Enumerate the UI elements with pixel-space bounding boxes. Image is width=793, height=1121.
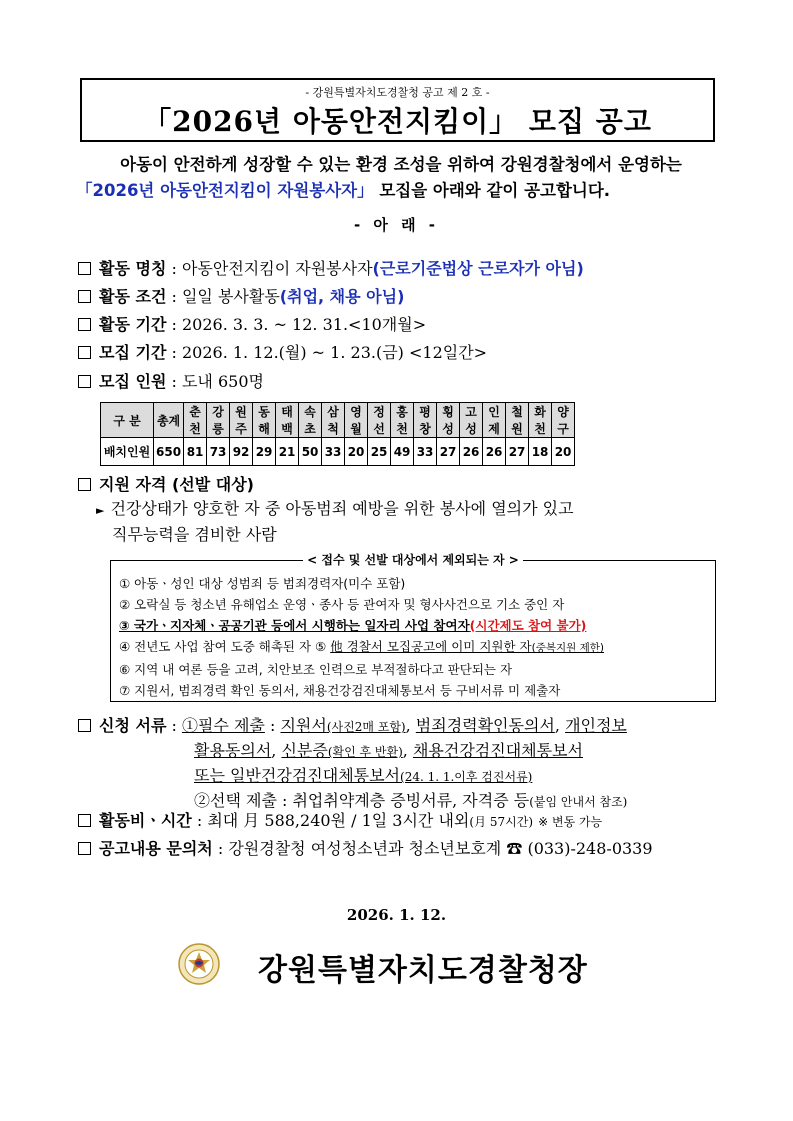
- table-cell: 27: [437, 438, 460, 466]
- qualification-text: 건강상태가 양호한 자 중 아동범죄 예방을 위한 봉사에 열의가 있고: [110, 499, 574, 518]
- item-label: 지원 자격 (선발 대상): [99, 475, 254, 494]
- exclusion-list: [119, 573, 604, 701]
- item-label: 모집 인원: [99, 372, 167, 391]
- item-highlight: (근로기준법상 근로자가 아님): [372, 259, 584, 278]
- table-header-cell: 강릉: [207, 403, 230, 438]
- section-divider: - 아 래 -: [353, 216, 440, 234]
- item-recruit-period: 모집 기간 : 2026. 1. 12.(월) ~ 1. 23.(금) <12일간>: [78, 342, 487, 364]
- item-label: 신청 서류: [99, 716, 167, 735]
- docs-note: (붙임 안내서 참조): [529, 795, 628, 809]
- quota-table: [100, 402, 575, 466]
- list-item: [119, 636, 604, 659]
- docs-required-4: 신분증: [281, 741, 328, 760]
- docs-required-prefix: ①필수 제출: [181, 716, 265, 735]
- table-cell: 81: [184, 438, 207, 466]
- item-value: 강원경찰청 여성청소년과 청소년보호계: [228, 839, 502, 858]
- table-header-cell: 속초: [299, 403, 322, 438]
- intro-line-1: 아동이 안전하게 성장할 수 있는 환경 조성을 위하여 강원경찰청에서 운영하는: [120, 155, 682, 174]
- item-label: 활동 조건: [99, 287, 167, 306]
- item-label: 공고내용 문의처: [99, 839, 213, 858]
- table-cell: 33: [322, 438, 345, 466]
- table-header-cell: 춘천: [184, 403, 207, 438]
- table-cell: 50: [299, 438, 322, 466]
- checkbox-square-icon: [78, 719, 91, 732]
- checkbox-square-icon: [78, 262, 91, 275]
- table-header-cell: 인제: [483, 403, 506, 438]
- docs-required-3b: 활용동의서: [194, 741, 272, 760]
- list-item: ① 아동ㆍ성인 대상 성범죄 등 범죄경력자(미수 포함): [119, 576, 406, 591]
- docs-required-6: 또는 일반건강검진대체통보서: [194, 766, 401, 785]
- docs-required-5: 채용건강검진대체통보서: [412, 741, 583, 760]
- table-cell: 49: [391, 438, 414, 466]
- page-title: 「2026년 아동안전지킴이」 모집 공고: [143, 105, 652, 138]
- signature-text: 강원특별자치도경찰청장: [258, 953, 588, 988]
- list-item-text: ③ 국가ㆍ지자체ㆍ공공기관 등에서 시행하는 일자리 사업 참여자: [119, 618, 470, 633]
- table-cell: 26: [460, 438, 483, 466]
- table-header-cell: 정선: [368, 403, 391, 438]
- list-item-note: (중복지원 제한): [531, 642, 604, 654]
- table-header-row: [101, 403, 575, 438]
- docs-required-2: 범죄경력확인동의서: [415, 716, 555, 735]
- table-cell: 18: [529, 438, 552, 466]
- item-qualification: [78, 474, 254, 496]
- list-item-underlined: 他 경찰서 모집공고에 이미 지원한 자: [330, 639, 532, 654]
- table-cell: 20: [345, 438, 368, 466]
- table-cell: 73: [207, 438, 230, 466]
- item-value: 2026. 1. 12.(월) ~ 1. 23.(금) <12일간>: [181, 343, 488, 362]
- table-header-cell: 홍천: [391, 403, 414, 438]
- table-header-cell: 평창: [414, 403, 437, 438]
- table-header-cell: 양구: [552, 403, 575, 438]
- table-header-cell: 영월: [345, 403, 368, 438]
- table-cell: 650: [154, 438, 184, 466]
- item-recruit-count: 모집 인원 : 도내 650명: [78, 371, 264, 393]
- table-cell: 92: [230, 438, 253, 466]
- table-header-cell: 총계: [154, 403, 184, 438]
- list-item: ⑥ 지역 내 여론 등을 고려, 치안보조 인력으로 부적절하다고 판단되는 자: [119, 662, 513, 677]
- arrow-right-icon: ►: [96, 504, 105, 517]
- checkbox-square-icon: [78, 346, 91, 359]
- item-value: 아동안전지킴이 자원봉사자: [181, 259, 373, 278]
- table-header-cell: 화천: [529, 403, 552, 438]
- table-cell: 29: [253, 438, 276, 466]
- checkbox-square-icon: [78, 814, 91, 827]
- table-header-cell: 원주: [230, 403, 253, 438]
- intro-highlight: 「2026년 아동안전지킴이 자원봉사자」: [76, 181, 374, 200]
- table-cell: 27: [506, 438, 529, 466]
- item-note: (月 57시간): [469, 815, 534, 829]
- docs-line-1: 신청 서류 : ①필수 제출 : 지원서(사진2매 포함), 범죄경력확인동의서, 개인정보: [78, 714, 728, 739]
- intro-text: [76, 152, 726, 204]
- item-note: ※ 변동 가능: [538, 815, 603, 829]
- item-activity-period: 활동 기간 : 2026. 3. 3. ~ 12. 31.<10개월>: [78, 314, 426, 336]
- table-cell: 20: [552, 438, 575, 466]
- table-cell: 21: [276, 438, 299, 466]
- intro-rest: 모집을 아래와 같이 공고합니다.: [373, 181, 611, 200]
- phone-number: ☎ (033)-248-0339: [506, 839, 653, 858]
- item-label: 활동비ㆍ시간: [99, 811, 192, 830]
- table-cell: 25: [368, 438, 391, 466]
- docs-note: (확인 후 반환): [327, 745, 403, 759]
- item-value: 도내 650명: [181, 372, 264, 391]
- docs-line-3: [78, 764, 728, 789]
- docs-note: (사진2매 포함): [326, 720, 406, 734]
- docs-note: (24. 1. 1.이후 검진서류): [400, 770, 533, 784]
- docs-required-3: 개인정보: [565, 716, 627, 735]
- exclusion-box: [110, 553, 716, 702]
- table-header-cell: 횡성: [437, 403, 460, 438]
- checkbox-square-icon: [78, 375, 91, 388]
- checkbox-square-icon: [78, 478, 91, 491]
- table-header-cell: 철원: [506, 403, 529, 438]
- item-label: 활동 기간: [99, 315, 167, 334]
- table-header-cell: 태백: [276, 403, 299, 438]
- list-item: ⑦ 지원서, 범죄경력 확인 동의서, 채용건강검진대체통보서 등 구비서류 미 제출자: [119, 683, 561, 698]
- list-item-red: (시간제도 참여 불가): [469, 618, 587, 633]
- table-header-cell: 삼척: [322, 403, 345, 438]
- qualification-line-1: [96, 497, 736, 523]
- application-documents: [78, 714, 728, 814]
- qualification-description: [96, 497, 736, 547]
- table-cell: 33: [414, 438, 437, 466]
- notice-number: - 강원특별자치도경찰청 공고 제 2 호 -: [305, 86, 490, 99]
- docs-line-2: 활용동의서, 신분증(확인 후 반환), 채용건강검진대체통보서: [194, 741, 583, 760]
- title-box: [80, 78, 715, 142]
- notice-date: 2026. 1. 12.: [346, 906, 447, 924]
- exclusion-title: [111, 551, 715, 568]
- item-value: 2026. 3. 3. ~ 12. 31.<10개월>: [181, 315, 427, 334]
- signature-block: [178, 943, 618, 987]
- item-contact: 공고내용 문의처 : 강원경찰청 여성청소년과 청소년보호계 ☎ (033)-248-0339: [78, 838, 653, 860]
- intro-line-2: [76, 178, 726, 204]
- item-value: 일일 봉사활동: [181, 287, 280, 306]
- item-label: 활동 명칭: [99, 259, 167, 278]
- table-row: [101, 438, 575, 466]
- item-value: 최대 月 588,240원 / 1일 3시간 내외: [207, 811, 470, 830]
- item-pay: 활동비ㆍ시간 : 최대 月 588,240원 / 1일 3시간 내외(月 57시간) ※ 변동 가능: [78, 810, 602, 833]
- item-activity-condition: 활동 조건 : 일일 봉사활동(취업, 채용 아님): [78, 286, 404, 308]
- table-header-cell: 고성: [460, 403, 483, 438]
- table-cell: 26: [483, 438, 506, 466]
- checkbox-square-icon: [78, 842, 91, 855]
- item-label: 모집 기간: [99, 343, 167, 362]
- item-highlight: (취업, 채용 아님): [279, 287, 405, 306]
- item-activity-name: 활동 명칭 : 아동안전지킴이 자원봉사자(근로기준법상 근로자가 아님): [78, 258, 584, 280]
- table-header-cell: 동해: [253, 403, 276, 438]
- checkbox-square-icon: [78, 318, 91, 331]
- list-item: [119, 615, 604, 636]
- list-item: ② 오락실 등 청소년 유해업소 운영ㆍ종사 등 관여자 및 형사사건으로 기소 중인 자: [119, 597, 565, 612]
- police-emblem-icon: [178, 943, 220, 985]
- docs-optional: ②선택 제출 : 취업취약계층 증빙서류, 자격증 등: [194, 791, 530, 810]
- qualification-line-2: 직무능력을 겸비한 사람: [112, 525, 277, 544]
- exclusion-title-text: < 접수 및 선발 대상에서 제외되는 자 >: [303, 553, 523, 567]
- table-header-cell: 구 분: [101, 403, 154, 438]
- table-row-label: 배치인원: [101, 438, 154, 466]
- checkbox-square-icon: [78, 290, 91, 303]
- list-item-text: ④ 전년도 사업 참여 도중 해촉된 자 ⑤: [119, 639, 331, 654]
- docs-required-1: 지원서: [280, 716, 327, 735]
